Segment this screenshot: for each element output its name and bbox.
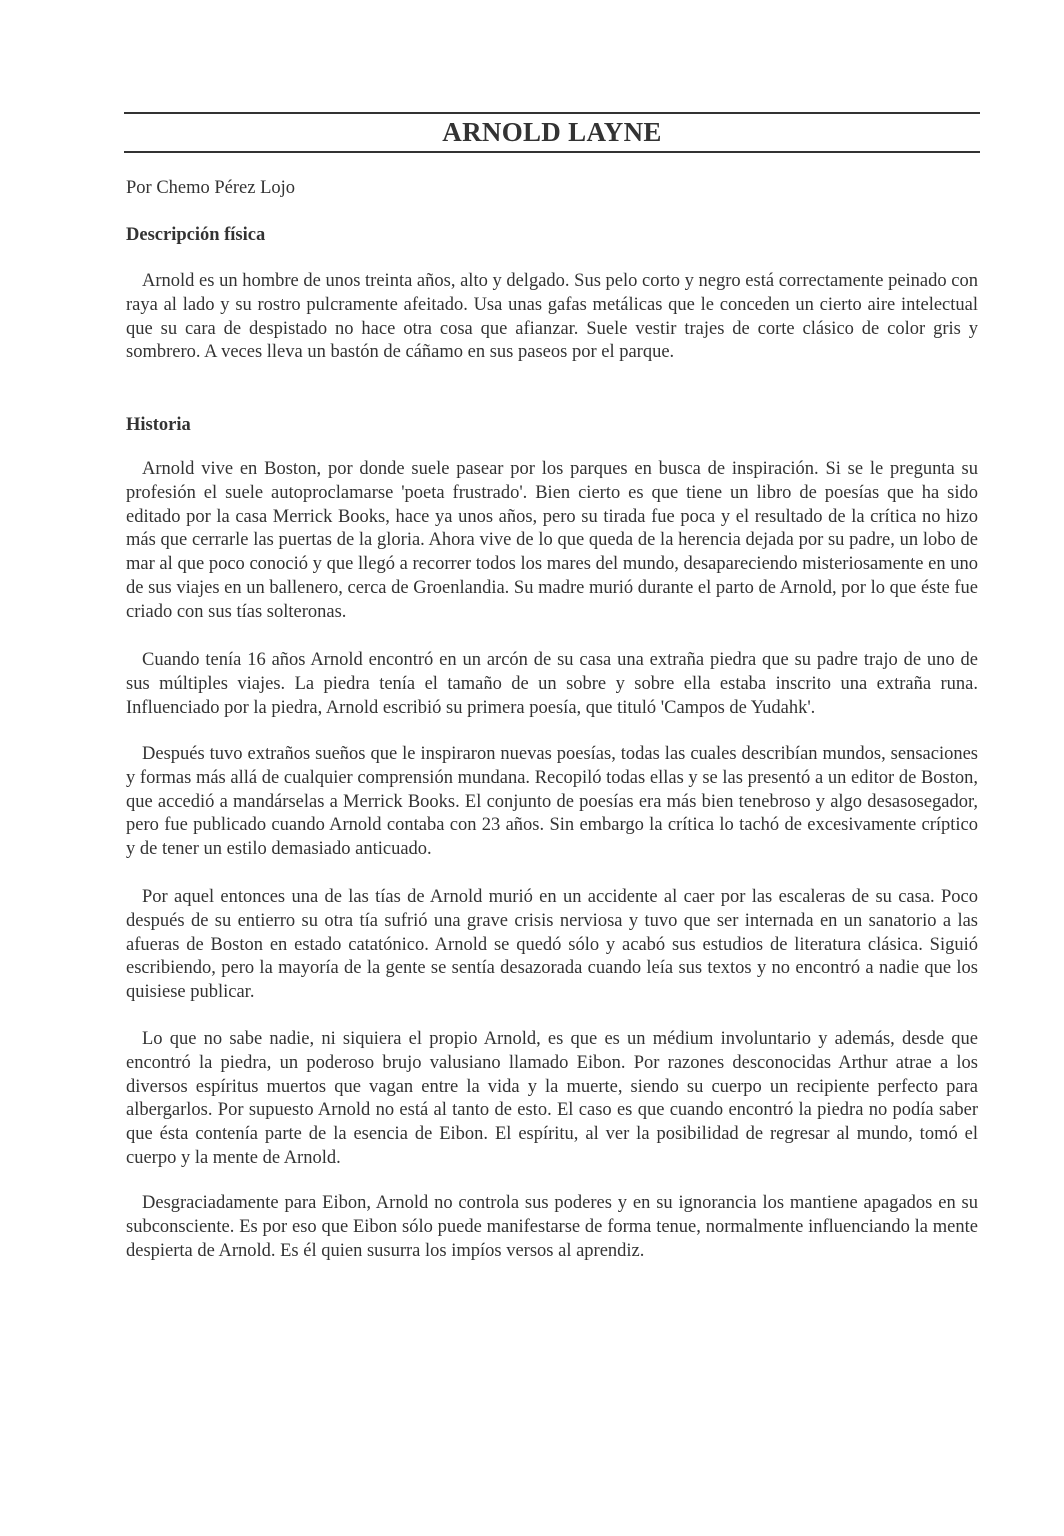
paragraph: Cuando tenía 16 años Arnold encontró en un arcón de su casa una extraña piedra que su padre trajo de uno de sus múltiples viajes. La piedra tenía el tamaño de un sobre y sobre ella estaba inscrito una extraña runa. Influenciado por la piedra, Arnold escribió su primera poesía, que tituló 'Campos de Yudahk'. <box>126 650 978 718</box>
document-title: ARNOLD LAYNE <box>442 117 662 147</box>
section-heading-historia: Historia <box>126 415 191 435</box>
document-page <box>124 112 980 1261</box>
paragraph: Por aquel entonces una de las tías de Arnold murió en un accidente al caer por las escaleras de su casa. Poco después de su entierro su otra tía sufrió una grave crisis nerviosa y tuvo que ser internada en un sanatorio a las afueras de Boston en estado catatónico. Arnold se quedó sólo y acabó sus estudios de literatura clásica. Siguió escribiendo, pero la mayoría de la gente se sentía desazorada cuando leía sus textos y no encontró a nadie que los quisiese publicar. <box>126 887 978 1003</box>
paragraph: Desgraciadamente para Eibon, Arnold no controla sus poderes y en su ignorancia los mantiene apagados en su subconsciente. Es por eso que Eibon sólo puede manifestarse de forma tenue, normalmente influenciando la mente despierta de Arnold. Es él quien susurra los impíos versos al aprendiz. <box>126 1193 978 1261</box>
section-heading-descripcion: Descripción física <box>126 225 266 245</box>
author-line: Por Chemo Pérez Lojo <box>126 178 296 198</box>
paragraph: Después tuvo extraños sueños que le inspiraron nuevas poesías, todas las cuales describían mundos, sensaciones y formas más allá de cualquier comprensión mundana. Recopiló todas ellas y se las presentó a un editor de Boston, que accedió a mandárselas a Merrick Books. El conjunto de poesías era más bien tenebroso y algo desasosegador, pero fue publicado cuando Arnold contaba con 23 años. Sin embargo la crítica lo tachó de excesivamente críptico y de tener un estilo demasiado anticuado. <box>126 744 978 860</box>
paragraph: Arnold vive en Boston, por donde suele pasear por los parques en busca de inspiración. Si se le pregunta su profesión el suele autoproclamarse 'poeta frustrado'. Bien cierto es que tiene un libro de poesías que ha sido editado por la casa Merrick Books, hace ya unos años, pero su tirada fue poca y el resultado de la crítica no hizo más que cerrarle las puertas de la gloria. Ahora vive de lo que queda de la herencia dejada por su padre, un lobo de mar al que poco conoció y que llegó a recorrer todos los mares del mundo, desapareciendo misteriosamente en uno de sus viajes en un ballenero, cerca de Groenlandia. Su madre murió durante el parto de Arnold, por lo que éste fue criado con sus tías solteronas. <box>126 459 978 622</box>
title-bar <box>124 112 980 153</box>
paragraph: Arnold es un hombre de unos treinta años, alto y delgado. Sus pelo corto y negro está correctamente peinado con raya al lado y su rostro pulcramente afeitado. Usa unas gafas metálicas que le conceden un cierto aire intelectual que su cara de despistado no hace otra cosa que afianzar. Suele vestir trajes de corte clásico de color gris y sombrero. A veces lleva un bastón de cáñamo en sus paseos por el parque. <box>126 271 978 363</box>
paragraph: Lo que no sabe nadie, ni siquiera el propio Arnold, es que es un médium involuntario y además, desde que encontró la piedra, un poderoso brujo valusiano llamado Eibon. Por razones desconocidas Arthur atrae a los diversos espíritus muertos que vagan entre la vida y la muerte, siendo su cuerpo un recipiente perfecto para albergarlos. Por supuesto Arnold no está al tanto de esto. El caso es que cuando encontró la piedra no podía saber que ésta contenía parte de la esencia de Eibon. El espíritu, al ver la posibilidad de regresar al mundo, tomó el cuerpo y la mente de Arnold. <box>126 1029 978 1168</box>
